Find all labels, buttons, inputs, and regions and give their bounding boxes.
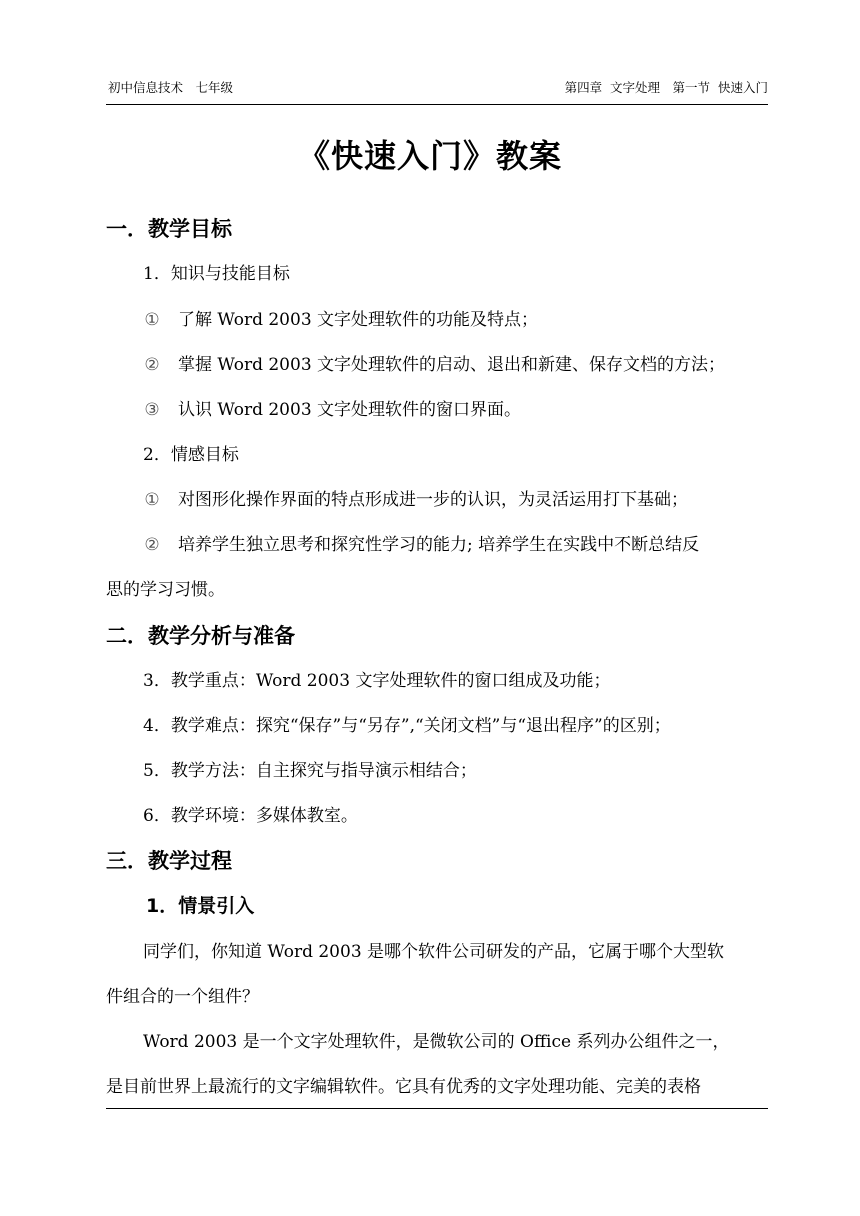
section-heading-process: 三．教学过程 xyxy=(106,849,232,873)
page-header xyxy=(106,79,768,97)
footer-rule xyxy=(106,1108,768,1109)
list-item xyxy=(143,398,521,422)
analysis-line: 5．教学方法：自主探究与指导演示相结合； xyxy=(143,761,477,781)
list-marker: ① xyxy=(144,490,160,510)
paragraph-line: 件组合的一个组件？ xyxy=(106,987,259,1007)
list-marker: ① xyxy=(144,310,160,330)
list-item-text: 认识 Word 2003 文字处理软件的窗口界面。 xyxy=(178,400,522,420)
header-chapter-label: 第四章 文字处理 第一节 快速入门 xyxy=(564,80,768,95)
paragraph-line: 是目前世界上最流行的文字编辑软件。它具有优秀的文字处理功能、完美的表格 xyxy=(106,1077,701,1097)
list-item xyxy=(143,353,725,377)
header-rule xyxy=(106,104,768,105)
list-marker: ③ xyxy=(144,400,160,420)
header-course-label: 初中信息技术 七年级 xyxy=(108,80,234,95)
subheading-knowledge-skills: 1．知识与技能目标 xyxy=(143,264,290,284)
document-title: 《快速入门》教案 xyxy=(297,137,562,175)
analysis-line: 6．教学环境：多媒体教室。 xyxy=(143,806,358,826)
subheading-introduction: 1．情景引入 xyxy=(146,895,255,917)
list-item xyxy=(143,308,538,332)
list-item xyxy=(143,533,699,557)
section-heading-objectives: 一．教学目标 xyxy=(106,217,232,241)
paragraph-line: 同学们，你知道 Word 2003 是哪个软件公司研发的产品，它属于哪个大型软 xyxy=(143,942,725,962)
list-marker: ② xyxy=(144,535,160,555)
list-item-continuation: 思的学习习惯。 xyxy=(106,580,225,600)
subheading-emotional-goals: 2．情感目标 xyxy=(143,445,239,465)
list-item-text: 了解 Word 2003 文字处理软件的功能及特点； xyxy=(178,310,539,330)
section-heading-analysis: 二．教学分析与准备 xyxy=(106,624,295,648)
analysis-line: 3．教学重点：Word 2003 文字处理软件的窗口组成及功能； xyxy=(143,671,611,691)
list-marker: ② xyxy=(144,355,160,375)
paragraph-line: Word 2003 是一个文字处理软件，是微软公司的 Office 系列办公组件之一， xyxy=(143,1032,730,1052)
list-item xyxy=(143,488,688,512)
analysis-line: 4．教学难点：探究“保存”与“另存”,“关闭文档”与“退出程序”的区别； xyxy=(143,716,671,736)
list-item-text: 对图形化操作界面的特点形成进一步的认识，为灵活运用打下基础； xyxy=(178,490,688,510)
list-item-text: 掌握 Word 2003 文字处理软件的启动、退出和新建、保存文档的方法； xyxy=(178,355,726,375)
list-item-text: 培养学生独立思考和探究性学习的能力; 培养学生在实践中不断总结反 xyxy=(178,535,700,555)
